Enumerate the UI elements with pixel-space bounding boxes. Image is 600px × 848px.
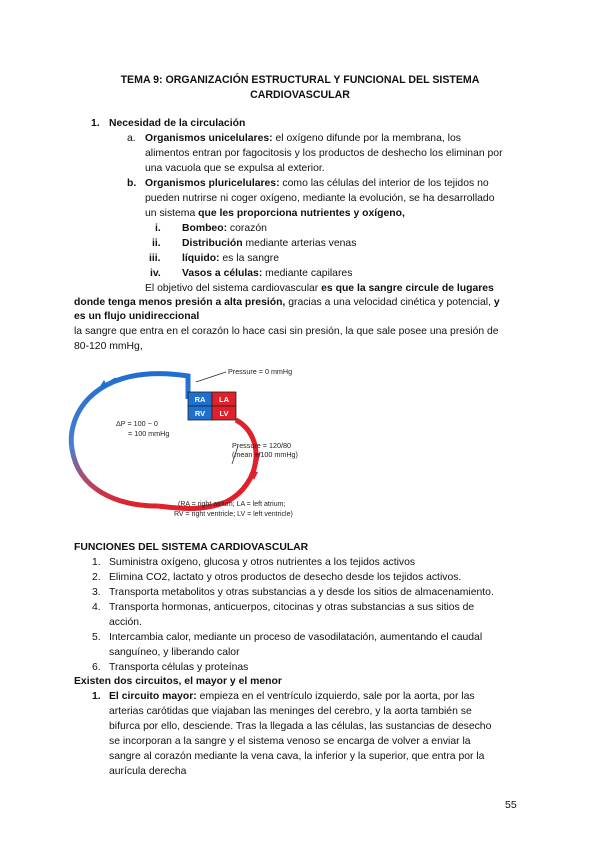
item-b-bold-3: que les proporciona nutrientes y oxígeno, bbox=[198, 208, 405, 219]
objective-text: El objetivo del sistema cardiovascular bbox=[145, 283, 322, 294]
title-line-2: CARDIOVASCULAR bbox=[250, 89, 350, 101]
sub-item bbox=[182, 251, 279, 266]
objective-bold-2: donde tenga menos presión a alta presión, bbox=[74, 297, 286, 308]
circuit-line-4: se incorporan a la sangre y el sistema venoso se encarga de volver a enviar la bbox=[109, 736, 471, 747]
pressure-zero-label: Pressure = 0 mmHg bbox=[228, 367, 293, 376]
sub-item-bold: Distribución bbox=[182, 238, 243, 249]
sub-item bbox=[182, 221, 267, 236]
title-line-1: TEMA 9: ORGANIZACIÓN ESTRUCTURAL Y FUNCIONAL DEL SISTEMA bbox=[120, 74, 480, 86]
sub-item-bold: Vasos a células: bbox=[182, 268, 263, 279]
delta-p-label-1: ΔP = 100 − 0 bbox=[116, 419, 158, 428]
circuit-line-3: bifurca por ello, desciende. Tras la llegada a las células, las sustancias de desecho bbox=[109, 721, 492, 732]
item-a-bold: Organismos unicelulares: bbox=[145, 133, 273, 144]
sub-item-text: mediante capilares bbox=[262, 268, 353, 279]
sub-item-text: es la sangre bbox=[219, 253, 280, 264]
list-item-num: 4. bbox=[92, 602, 101, 613]
section-number: 1. bbox=[91, 118, 100, 129]
objective-line-3: es un flujo unidireccional bbox=[74, 311, 200, 322]
item-a-text: el oxígeno difunde por la membrana, los bbox=[272, 133, 461, 144]
list-item-num: 5. bbox=[92, 632, 101, 643]
list-item-num: 2. bbox=[92, 572, 101, 583]
list-item-num: 6. bbox=[92, 662, 101, 673]
legend-line-1: (RA = right atrium; LA = left atrium; bbox=[178, 501, 286, 508]
list-item-num: 1. bbox=[92, 557, 101, 568]
circulation-diagram bbox=[66, 354, 356, 524]
item-a-line-3: una vacuola que se expulsa al exterior. bbox=[145, 163, 325, 174]
objective-bold-3: y bbox=[493, 297, 500, 308]
list-item: Suministra oxígeno, glucosa y otros nutrientes a los tejidos activos bbox=[109, 557, 416, 568]
sub-item-num: ii. bbox=[152, 238, 161, 249]
legend-line-2: RV = right ventricle; LV = left ventricle) bbox=[174, 511, 293, 518]
pressure-mean-label: (mean ≅100 mmHg) bbox=[232, 450, 298, 459]
list-item-num: 3. bbox=[92, 587, 101, 598]
rv-label: RV bbox=[194, 409, 206, 418]
circuit-bold: El circuito mayor: bbox=[109, 691, 197, 702]
item-b-bold: Organismos pluricelulares: bbox=[145, 178, 280, 189]
item-b-line-1 bbox=[145, 176, 489, 191]
item-b-label: b. bbox=[127, 178, 137, 189]
funciones-heading: FUNCIONES DEL SISTEMA CARDIOVASCULAR bbox=[74, 542, 309, 553]
sub-item-bold: Bombeo: bbox=[182, 223, 228, 234]
objective-text-2: gracias a una velocidad cinética y potencial, bbox=[285, 297, 494, 308]
list-item: Intercambia calor, mediante un proceso de vasodilatación, aumentando el caudal bbox=[109, 632, 483, 643]
circuit-line-5: sangre al corazón mediante la vena cava, la inferior y la superior, que entra por la bbox=[109, 751, 485, 762]
delta-p-label-2: = 100 mmHg bbox=[128, 429, 170, 438]
list-item-cont: acción. bbox=[109, 617, 142, 628]
sub-item bbox=[182, 236, 356, 251]
circuit-num: 1. bbox=[92, 691, 101, 702]
item-a-line-2: alimentos entran por fagocitosis y los productos de deshecho los eliminan por bbox=[145, 148, 503, 159]
sub-item-num: iii. bbox=[149, 253, 161, 264]
section-heading: Necesidad de la circulación bbox=[109, 118, 246, 129]
lv-label: LV bbox=[219, 409, 229, 418]
sub-item-text: mediante arterias venas bbox=[242, 238, 357, 249]
item-b-line-2: pueden nutrirse ni coger oxígeno, mediante la evolución, se ha desarrollado bbox=[145, 193, 495, 204]
sub-item-bold: líquido: bbox=[182, 253, 220, 264]
item-b-text: como las células del interior de los tejidos no bbox=[279, 178, 489, 189]
objective-line-1 bbox=[145, 281, 494, 296]
circuit-line-6: aurícula derecha bbox=[109, 766, 187, 777]
venous-return-vessel bbox=[71, 374, 188, 506]
list-item: Transporta metabolitos y otras substancias a y desde los sitios de almacenamiento. bbox=[109, 587, 494, 598]
list-item: Elimina CO2, lactato y otros productos de desecho desde los tejidos activos. bbox=[109, 572, 462, 583]
circuitos-heading: Existen dos circuitos, el mayor y el menor bbox=[74, 676, 282, 687]
list-item-cont: sanguíneo, y liberando calor bbox=[109, 647, 240, 658]
arterial-vessel bbox=[158, 420, 256, 509]
pointer-line bbox=[196, 372, 226, 382]
pressure-paragraph-line-2: 80-120 mmHg, bbox=[74, 341, 143, 352]
item-b-text-3: un sistema bbox=[145, 208, 199, 219]
la-label: LA bbox=[219, 395, 229, 404]
list-item: Transporta células y proteínas bbox=[109, 662, 249, 673]
list-item: Transporta hormonas, anticuerpos, citocinas y otras substancias a sus sitios de bbox=[109, 602, 475, 613]
circuit-line-2: arterias carótidas que viajaban las meninges del cerebro, y la aorta también se bbox=[109, 706, 472, 717]
page-number: 55 bbox=[505, 799, 517, 811]
item-a-line-1 bbox=[145, 131, 461, 146]
sub-item-text: corazón bbox=[227, 223, 267, 234]
pressure-120-label: Pressure = 120/80 bbox=[232, 441, 291, 450]
ra-label: RA bbox=[194, 395, 206, 404]
item-b-line-3 bbox=[145, 206, 405, 221]
circuit-text: empieza en el ventrículo izquierdo, sale por la aorta, por las bbox=[196, 691, 475, 702]
objective-bold: es que la sangre circule de lugares bbox=[321, 283, 494, 294]
objective-line-2 bbox=[74, 295, 500, 310]
sub-item-num: iv. bbox=[150, 268, 161, 279]
sub-item bbox=[182, 266, 352, 281]
sub-item-num: i. bbox=[155, 223, 161, 234]
pressure-paragraph-line-1: la sangre que entra en el corazón lo hace casi sin presión, la que sale posee una presión de bbox=[74, 326, 499, 337]
item-a-label: a. bbox=[127, 133, 136, 144]
circuit-line-1 bbox=[109, 689, 475, 704]
